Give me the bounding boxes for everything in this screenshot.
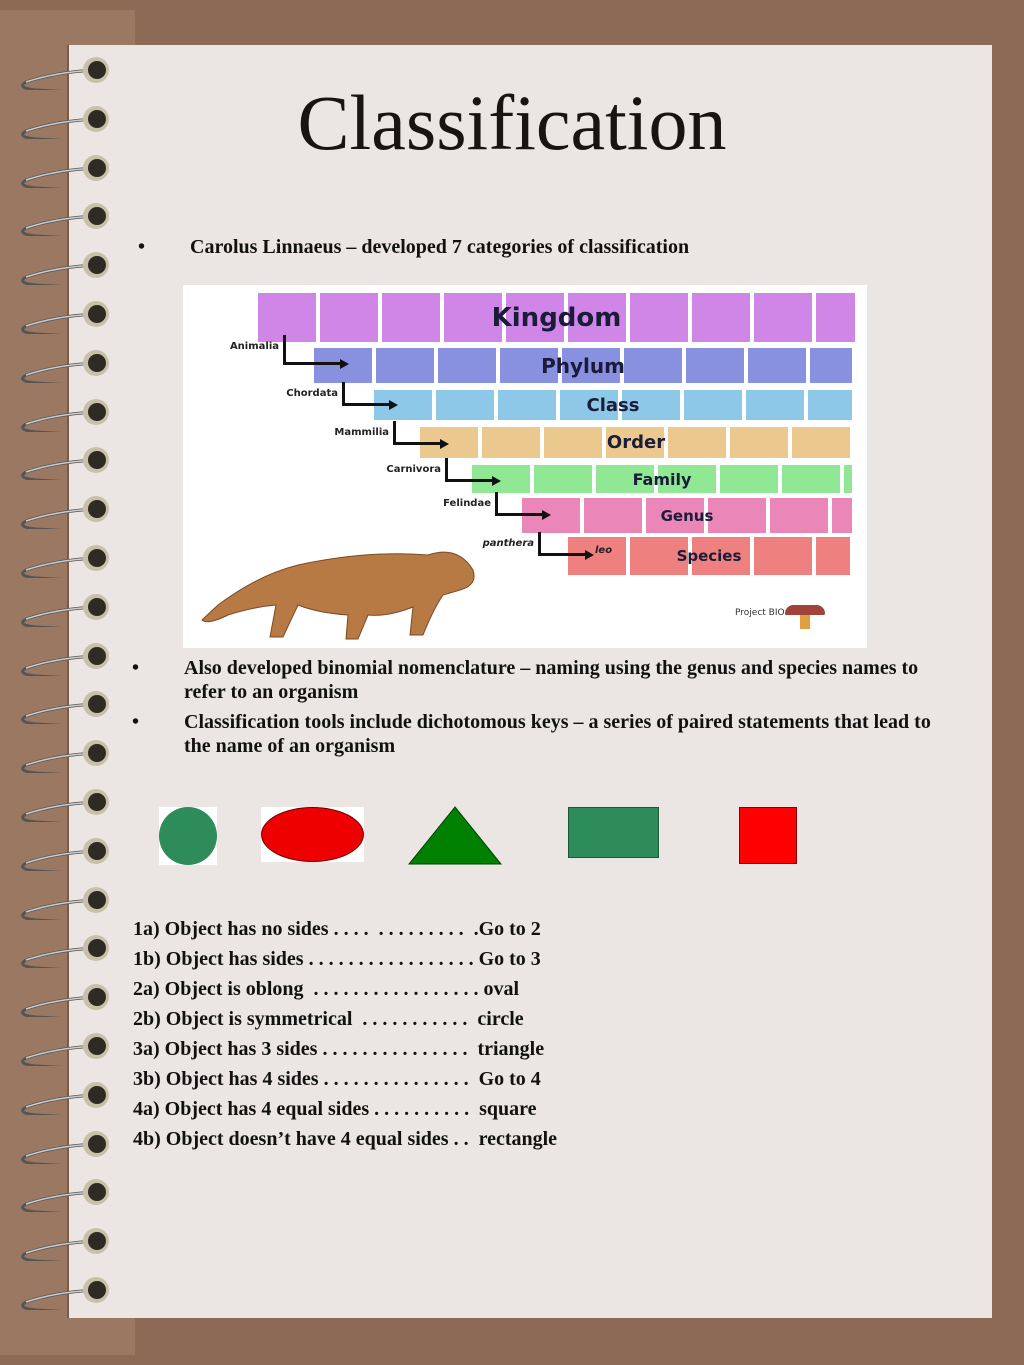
mushroom-stem-icon — [800, 615, 810, 629]
example-label: panthera — [482, 538, 534, 549]
example-label: Carnivora — [386, 464, 441, 475]
rectangle-shape — [568, 807, 659, 858]
bullet-dot: • — [132, 657, 140, 679]
spiral-ring-icon — [16, 1221, 116, 1261]
example-label: Chordata — [286, 388, 338, 399]
rank-label: Species — [676, 547, 742, 565]
spiral-ring-icon — [16, 196, 116, 236]
spiral-ring-icon — [16, 245, 116, 285]
spiral-ring-icon — [16, 880, 116, 920]
arrow-icon — [538, 532, 586, 556]
spiral-ring-icon — [16, 587, 116, 627]
rank-class — [374, 390, 852, 420]
lion-illustration — [198, 535, 488, 645]
square-shape — [739, 807, 797, 864]
bullet-dot: • — [132, 711, 140, 733]
spiral-ring-icon — [16, 684, 116, 724]
spiral-ring-icon — [16, 343, 116, 383]
spiral-ring-icon — [16, 392, 116, 432]
key-line: 4a) Object has 4 equal sides . . . . . . . . . . square — [133, 1098, 537, 1120]
arrow-icon — [342, 382, 390, 406]
example-label: Mammilia — [334, 427, 389, 438]
example-label: Felindae — [443, 498, 491, 509]
spiral-ring-icon — [16, 636, 116, 676]
rank-label: Family — [632, 469, 692, 489]
spiral-ring-icon — [16, 294, 116, 334]
example-label: Animalia — [229, 341, 279, 352]
arrow-icon — [445, 458, 493, 482]
circle-shape-box — [159, 807, 217, 865]
spiral-ring-icon — [16, 1124, 116, 1164]
rank-label: Class — [586, 394, 640, 416]
rank-order — [420, 427, 852, 458]
bullet-binomial — [132, 656, 944, 704]
rank-family — [472, 465, 852, 493]
rank-genus — [522, 498, 852, 533]
oval-shape-box — [261, 807, 364, 862]
rank-phylum — [314, 348, 852, 383]
key-line: 1a) Object has no sides . . . . . . . . . . . . . .Go to 2 — [133, 918, 541, 940]
key-line: 3b) Object has 4 sides . . . . . . . . . . . . . . . Go to 4 — [133, 1068, 541, 1090]
spiral-ring-icon — [16, 782, 116, 822]
bullet-text: Carolus Linnaeus – developed 7 categories of classification — [190, 236, 690, 258]
key-line: 4b) Object doesn’t have 4 equal sides . . rectangle — [133, 1128, 558, 1150]
bullet-text: Also developed binomial nomenclature – naming using the genus and species names to refer to an organism — [184, 657, 919, 703]
key-line: 1b) Object has sides . . . . . . . . . . . . . . . . . Go to 3 — [133, 948, 541, 970]
triangle-shape — [408, 806, 502, 866]
circle-shape — [159, 807, 217, 865]
bullet-dichotomous — [132, 710, 944, 758]
rank-label: Phylum — [541, 353, 625, 378]
classification-diagram — [183, 285, 867, 648]
spiral-ring-icon — [16, 831, 116, 871]
spiral-ring-icon — [16, 928, 116, 968]
bullet-text: Classification tools include dichotomous keys – a series of paired statements that lead to the name of an organism — [184, 711, 931, 757]
spiral-ring-icon — [16, 977, 116, 1017]
bullet-linnaeus — [138, 235, 950, 259]
spiral-ring-icon — [16, 538, 116, 578]
bullet-dot: • — [138, 236, 146, 258]
arrow-icon — [495, 492, 543, 516]
spiral-ring-icon — [16, 1075, 116, 1115]
rank-label: Order — [606, 432, 666, 453]
spiral-ring-icon — [16, 440, 116, 480]
example-label: leo — [595, 545, 613, 556]
key-line: 3a) Object has 3 sides . . . . . . . . . . . . . . . triangle — [133, 1038, 545, 1060]
rank-label: Kingdom — [491, 302, 622, 333]
spiral-ring-icon — [16, 1172, 116, 1212]
dichotomous-key — [133, 914, 557, 1154]
spiral-ring-icon — [16, 1026, 116, 1066]
arrow-icon — [393, 421, 441, 445]
project-bio-logo: Project BIO — [735, 608, 785, 618]
page-title: Classification — [297, 79, 727, 166]
spiral-ring-icon — [16, 733, 116, 773]
spiral-ring-icon — [16, 1270, 116, 1310]
arrow-icon — [283, 335, 341, 365]
mushroom-icon — [785, 605, 825, 615]
key-line: 2a) Object is oblong . . . . . . . . . . . . . . . . . oval — [133, 978, 520, 1000]
oval-shape — [261, 807, 364, 862]
spiral-ring-icon — [16, 489, 116, 529]
rank-species — [568, 537, 850, 575]
rank-kingdom — [258, 293, 855, 342]
key-line: 2b) Object is symmetrical . . . . . . . . . . . circle — [133, 1008, 524, 1030]
rank-label: Genus — [660, 506, 714, 525]
